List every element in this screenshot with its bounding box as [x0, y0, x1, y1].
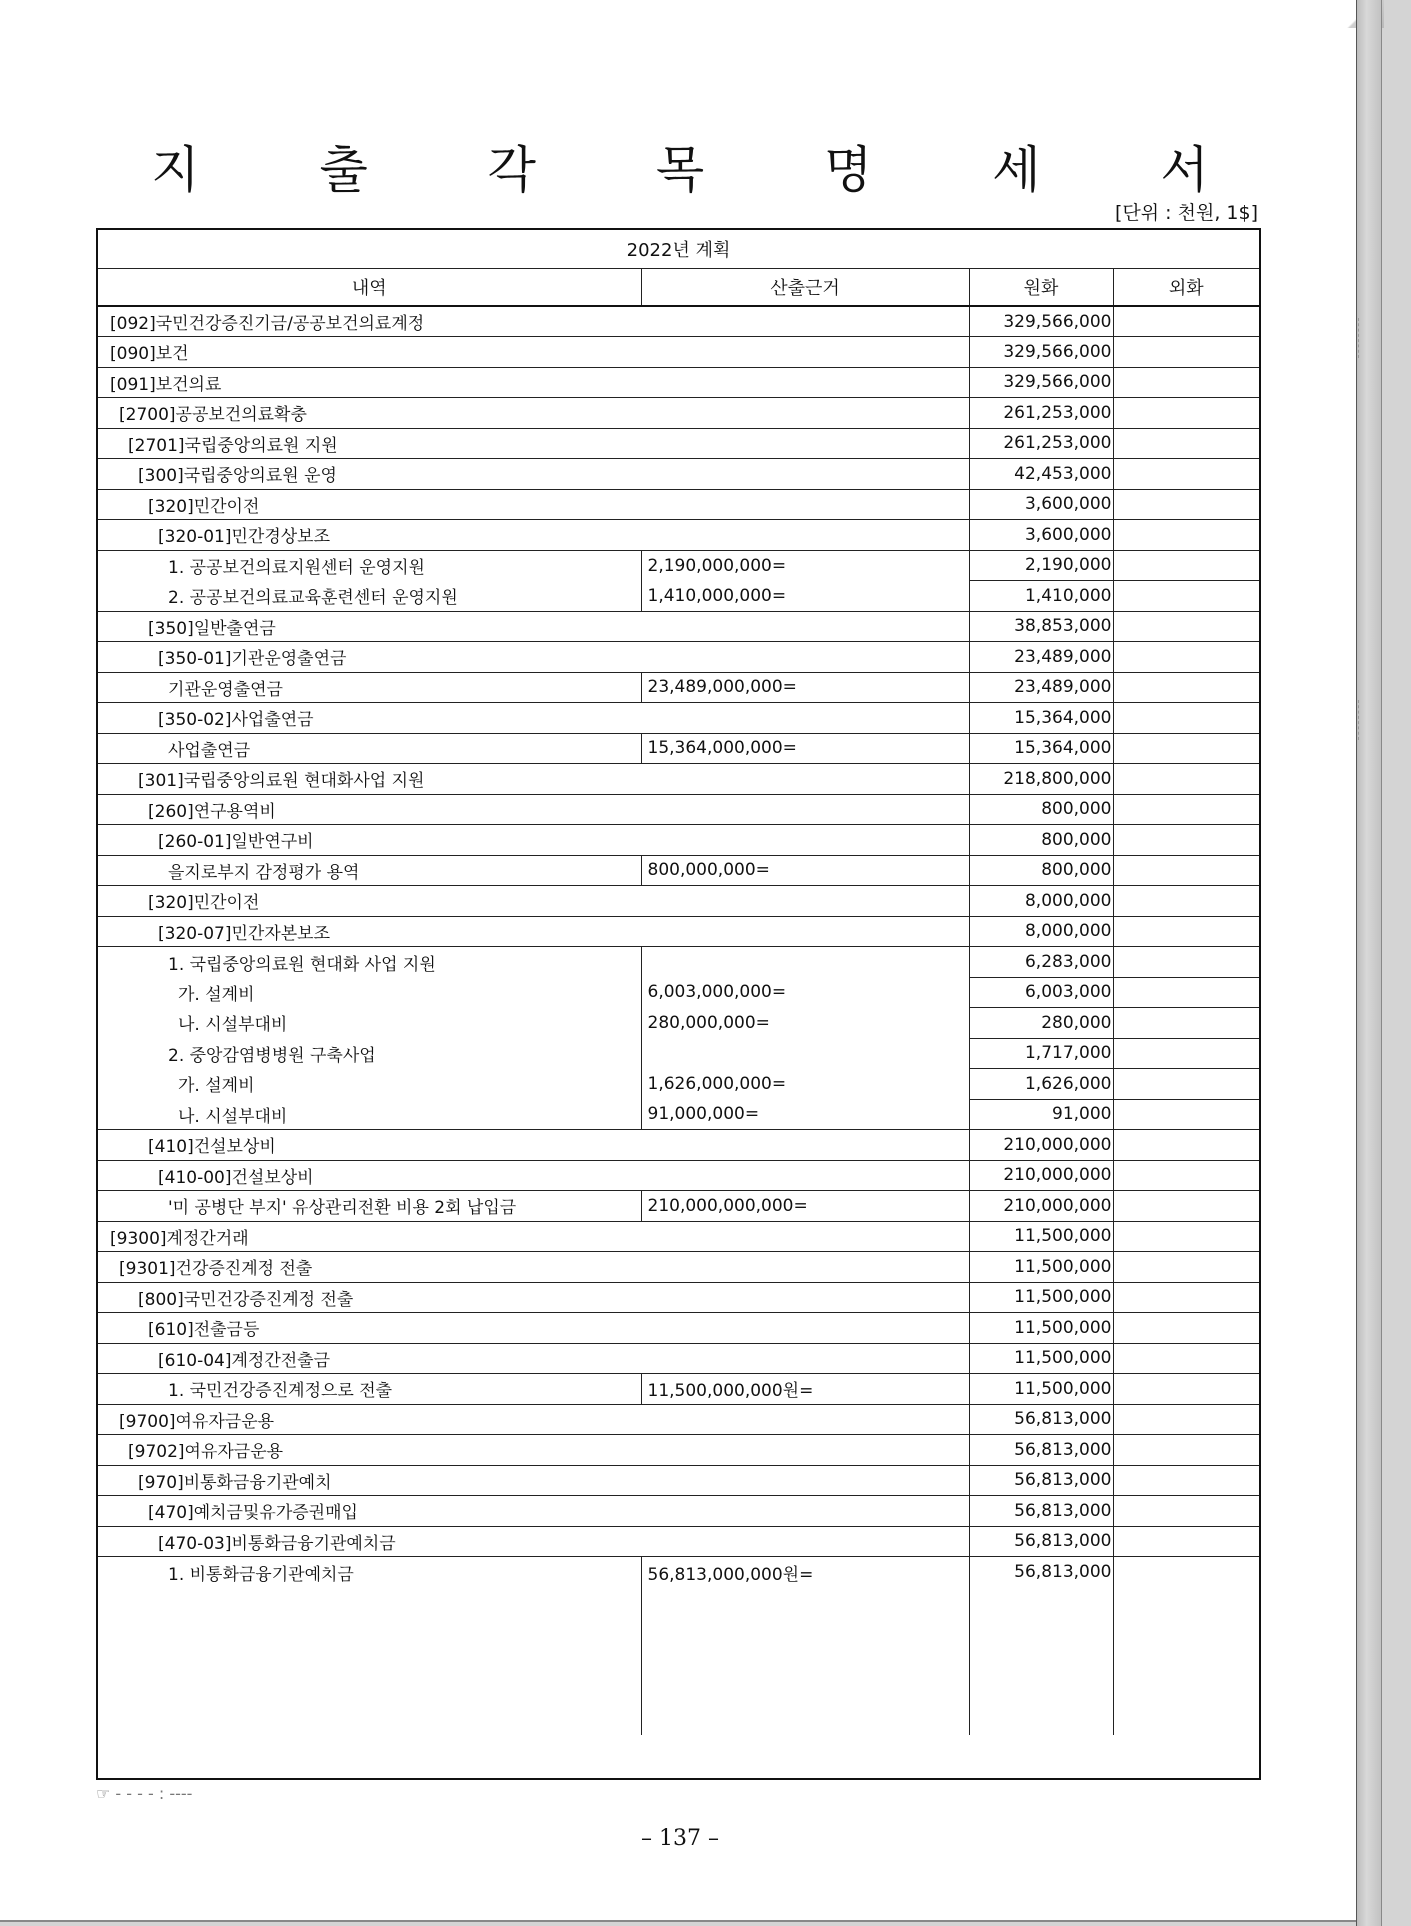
row-krw-amount: 261,253,000: [969, 398, 1113, 429]
row-basis: 2,190,000,000=: [641, 550, 969, 581]
row-foreign-amount: [1113, 1252, 1259, 1283]
table-row: [98, 550, 1259, 581]
table-row: [98, 1221, 1259, 1252]
row-basis: 280,000,000=: [641, 1008, 969, 1039]
row-item-label: [320-07]민간자본보조: [98, 916, 969, 947]
table-row: [98, 947, 1259, 978]
row-foreign-amount: [1113, 1343, 1259, 1374]
empty-cell: [1113, 1587, 1259, 1735]
row-foreign-amount: [1113, 1130, 1259, 1161]
row-foreign-amount: [1113, 398, 1259, 429]
footnote: ☞ - - - - : ----: [96, 1784, 193, 1803]
row-krw-amount: 261,253,000: [969, 428, 1113, 459]
row-item-label: [092]국민건강증진기금/공공보건의료계정: [98, 306, 969, 337]
row-krw-amount: 3,600,000: [969, 489, 1113, 520]
table-filler-row: [98, 1587, 1259, 1735]
row-krw-amount: 800,000: [969, 794, 1113, 825]
table-row: [98, 1435, 1259, 1466]
table-row: [98, 977, 1259, 1008]
row-item-label: 나. 시설부대비: [98, 1008, 641, 1039]
row-item-label: 기관운영출연금: [98, 672, 641, 703]
row-item-label: [2700]공공보건의료확충: [98, 398, 969, 429]
row-item-label: [320]민간이전: [98, 886, 969, 917]
row-basis: 6,003,000,000=: [641, 977, 969, 1008]
row-basis: 56,813,000,000원=: [641, 1557, 969, 1588]
row-item-label: [9702]여유자금운용: [98, 1435, 969, 1466]
row-basis: 210,000,000,000=: [641, 1191, 969, 1222]
row-krw-amount: 56,813,000: [969, 1557, 1113, 1588]
row-krw-amount: 1,410,000: [969, 581, 1113, 612]
row-krw-amount: 91,000: [969, 1099, 1113, 1130]
row-foreign-amount: [1113, 520, 1259, 551]
row-krw-amount: 3,600,000: [969, 520, 1113, 551]
row-krw-amount: 56,813,000: [969, 1465, 1113, 1496]
row-krw-amount: 210,000,000: [969, 1130, 1113, 1161]
row-krw-amount: 210,000,000: [969, 1160, 1113, 1191]
row-item-label: 2. 중앙감염병병원 구축사업: [98, 1038, 641, 1069]
table-row: [98, 428, 1259, 459]
table-row: [98, 764, 1259, 795]
row-foreign-amount: [1113, 916, 1259, 947]
table-row: [98, 1374, 1259, 1405]
row-item-label: [090]보건: [98, 337, 969, 368]
table-row: [98, 855, 1259, 886]
row-item-label: 가. 설계비: [98, 977, 641, 1008]
row-krw-amount: 2,190,000: [969, 550, 1113, 581]
column-header-foreign: 외화: [1113, 268, 1259, 306]
row-item-label: [470-03]비통화금융기관예치금: [98, 1526, 969, 1557]
row-item-label: [410-00]건설보상비: [98, 1160, 969, 1191]
table-row: [98, 398, 1259, 429]
row-krw-amount: 8,000,000: [969, 886, 1113, 917]
table-row: [98, 1282, 1259, 1313]
row-foreign-amount: [1113, 1069, 1259, 1100]
table-row: [98, 1404, 1259, 1435]
row-foreign-amount: [1113, 306, 1259, 337]
row-item-label: 을지로부지 감정평가 용역: [98, 855, 641, 886]
row-basis: 1,410,000,000=: [641, 581, 969, 612]
row-foreign-amount: [1113, 1526, 1259, 1557]
row-foreign-amount: [1113, 1435, 1259, 1466]
row-basis: 15,364,000,000=: [641, 733, 969, 764]
row-krw-amount: 15,364,000: [969, 733, 1113, 764]
column-header-basis: 산출근거: [641, 268, 969, 306]
row-basis: 91,000,000=: [641, 1099, 969, 1130]
row-foreign-amount: [1113, 886, 1259, 917]
table-row: [98, 520, 1259, 551]
row-krw-amount: 23,489,000: [969, 642, 1113, 673]
table-row: [98, 1465, 1259, 1496]
row-item-label: [320]민간이전: [98, 489, 969, 520]
row-foreign-amount: [1113, 733, 1259, 764]
row-foreign-amount: [1113, 337, 1259, 368]
table-row: [98, 459, 1259, 490]
table-row: [98, 794, 1259, 825]
row-foreign-amount: [1113, 611, 1259, 642]
row-basis: 1,626,000,000=: [641, 1069, 969, 1100]
column-header-krw: 원화: [969, 268, 1113, 306]
row-item-label: [2701]국립중앙의료원 지원: [98, 428, 969, 459]
row-krw-amount: 6,003,000: [969, 977, 1113, 1008]
table-row: [98, 1526, 1259, 1557]
table-row: [98, 337, 1259, 368]
empty-cell: [969, 1587, 1113, 1735]
row-foreign-amount: [1113, 794, 1259, 825]
row-krw-amount: 23,489,000: [969, 672, 1113, 703]
row-foreign-amount: [1113, 489, 1259, 520]
page-stack-edge: [1356, 0, 1382, 1926]
table-row: [98, 611, 1259, 642]
row-krw-amount: 11,500,000: [969, 1252, 1113, 1283]
row-krw-amount: 11,500,000: [969, 1313, 1113, 1344]
row-item-label: [260]연구용역비: [98, 794, 969, 825]
table-row: [98, 1099, 1259, 1130]
row-foreign-amount: [1113, 947, 1259, 978]
table-row: [98, 733, 1259, 764]
plan-year-header: 2022년 계획: [98, 230, 1259, 268]
column-header-item: 내역: [98, 268, 641, 306]
row-item-label: [800]국민건강증진계정 전출: [98, 1282, 969, 1313]
row-foreign-amount: [1113, 977, 1259, 1008]
row-foreign-amount: [1113, 703, 1259, 734]
table-row: [98, 642, 1259, 673]
row-item-label: [320-01]민간경상보조: [98, 520, 969, 551]
table-row: [98, 367, 1259, 398]
row-item-label: 사업출연금: [98, 733, 641, 764]
row-foreign-amount: [1113, 1282, 1259, 1313]
row-krw-amount: 38,853,000: [969, 611, 1113, 642]
page-title: 지 출 각 목 명 세 서: [151, 141, 1261, 199]
row-item-label: [350-02]사업출연금: [98, 703, 969, 734]
row-krw-amount: 1,717,000: [969, 1038, 1113, 1069]
row-foreign-amount: [1113, 855, 1259, 886]
row-item-label: [610]전출금등: [98, 1313, 969, 1344]
row-foreign-amount: [1113, 550, 1259, 581]
row-krw-amount: 56,813,000: [969, 1435, 1113, 1466]
table-row: [98, 1130, 1259, 1161]
row-foreign-amount: [1113, 1374, 1259, 1405]
row-item-label: [9700]여유자금운용: [98, 1404, 969, 1435]
row-foreign-amount: [1113, 1465, 1259, 1496]
table-row: [98, 1496, 1259, 1527]
table-row: [98, 1191, 1259, 1222]
row-krw-amount: 11,500,000: [969, 1221, 1113, 1252]
row-foreign-amount: [1113, 642, 1259, 673]
table-row: [98, 703, 1259, 734]
edge-mark: [1358, 318, 1363, 358]
row-krw-amount: 11,500,000: [969, 1343, 1113, 1374]
table-row: [98, 581, 1259, 612]
row-foreign-amount: [1113, 1313, 1259, 1344]
row-item-label: 1. 국민건강증진계정으로 전출: [98, 1374, 641, 1405]
row-item-label: 1. 비통화금융기관예치금: [98, 1557, 641, 1588]
row-krw-amount: 56,813,000: [969, 1404, 1113, 1435]
row-item-label: [091]보건의료: [98, 367, 969, 398]
row-item-label: 1. 공공보건의료지원센터 운영지원: [98, 550, 641, 581]
row-foreign-amount: [1113, 1557, 1259, 1588]
row-krw-amount: 218,800,000: [969, 764, 1113, 795]
edge-mark: [1358, 700, 1363, 740]
row-item-label: 2. 공공보건의료교육훈련센터 운영지원: [98, 581, 641, 612]
row-foreign-amount: [1113, 1038, 1259, 1069]
row-foreign-amount: [1113, 367, 1259, 398]
row-krw-amount: 6,283,000: [969, 947, 1113, 978]
row-item-label: [260-01]일반연구비: [98, 825, 969, 856]
table-row: [98, 1252, 1259, 1283]
row-krw-amount: 210,000,000: [969, 1191, 1113, 1222]
row-basis: 23,489,000,000=: [641, 672, 969, 703]
row-item-label: '미 공병단 부지' 유상관리전환 비용 2회 납입금: [98, 1191, 641, 1222]
row-foreign-amount: [1113, 1221, 1259, 1252]
row-krw-amount: 800,000: [969, 825, 1113, 856]
row-foreign-amount: [1113, 672, 1259, 703]
row-krw-amount: 42,453,000: [969, 459, 1113, 490]
row-foreign-amount: [1113, 1496, 1259, 1527]
row-krw-amount: 329,566,000: [969, 337, 1113, 368]
table-row: [98, 672, 1259, 703]
row-foreign-amount: [1113, 1008, 1259, 1039]
empty-cell: [98, 1587, 641, 1735]
row-item-label: 가. 설계비: [98, 1069, 641, 1100]
table-row: [98, 1069, 1259, 1100]
table-row: [98, 306, 1259, 337]
row-item-label: [410]건설보상비: [98, 1130, 969, 1161]
row-krw-amount: 280,000: [969, 1008, 1113, 1039]
row-krw-amount: 15,364,000: [969, 703, 1113, 734]
row-basis: 800,000,000=: [641, 855, 969, 886]
unit-label: [단위 : 천원, 1$]: [1115, 202, 1258, 224]
row-item-label: [9301]건강증진계정 전출: [98, 1252, 969, 1283]
row-item-label: 1. 국립중앙의료원 현대화 사업 지원: [98, 947, 641, 978]
table-row: [98, 886, 1259, 917]
row-foreign-amount: [1113, 1191, 1259, 1222]
row-krw-amount: 11,500,000: [969, 1282, 1113, 1313]
table-row: [98, 1008, 1259, 1039]
table-row: [98, 1557, 1259, 1588]
table-body: [98, 306, 1259, 1735]
row-basis: 11,500,000,000원=: [641, 1374, 969, 1405]
table-row: [98, 1313, 1259, 1344]
row-foreign-amount: [1113, 764, 1259, 795]
row-foreign-amount: [1113, 1404, 1259, 1435]
row-item-label: [9300]계정간거래: [98, 1221, 969, 1252]
page-number: – 137 –: [641, 1826, 719, 1851]
row-krw-amount: 11,500,000: [969, 1374, 1113, 1405]
row-basis: [641, 1038, 969, 1069]
row-item-label: [610-04]계정간전출금: [98, 1343, 969, 1374]
row-item-label: [300]국립중앙의료원 운영: [98, 459, 969, 490]
row-foreign-amount: [1113, 459, 1259, 490]
row-item-label: [350-01]기관운영출연금: [98, 642, 969, 673]
row-foreign-amount: [1113, 1099, 1259, 1130]
row-item-label: [350]일반출연금: [98, 611, 969, 642]
row-foreign-amount: [1113, 1160, 1259, 1191]
row-item-label: 나. 시설부대비: [98, 1099, 641, 1130]
row-krw-amount: 8,000,000: [969, 916, 1113, 947]
expenditure-table: [96, 228, 1261, 1780]
row-item-label: [470]예치금및유가증권매입: [98, 1496, 969, 1527]
row-krw-amount: 800,000: [969, 855, 1113, 886]
row-krw-amount: 329,566,000: [969, 367, 1113, 398]
row-item-label: [301]국립중앙의료원 현대화사업 지원: [98, 764, 969, 795]
table-row: [98, 916, 1259, 947]
row-foreign-amount: [1113, 428, 1259, 459]
row-krw-amount: 1,626,000: [969, 1069, 1113, 1100]
empty-cell: [641, 1587, 969, 1735]
table-row: [98, 1038, 1259, 1069]
row-foreign-amount: [1113, 825, 1259, 856]
row-basis: [641, 947, 969, 978]
row-krw-amount: 56,813,000: [969, 1496, 1113, 1527]
table-row: [98, 825, 1259, 856]
table-row: [98, 1160, 1259, 1191]
row-krw-amount: 329,566,000: [969, 306, 1113, 337]
row-krw-amount: 56,813,000: [969, 1526, 1113, 1557]
table-row: [98, 489, 1259, 520]
row-item-label: [970]비통화금융기관예치: [98, 1465, 969, 1496]
table-row: [98, 1343, 1259, 1374]
row-foreign-amount: [1113, 581, 1259, 612]
